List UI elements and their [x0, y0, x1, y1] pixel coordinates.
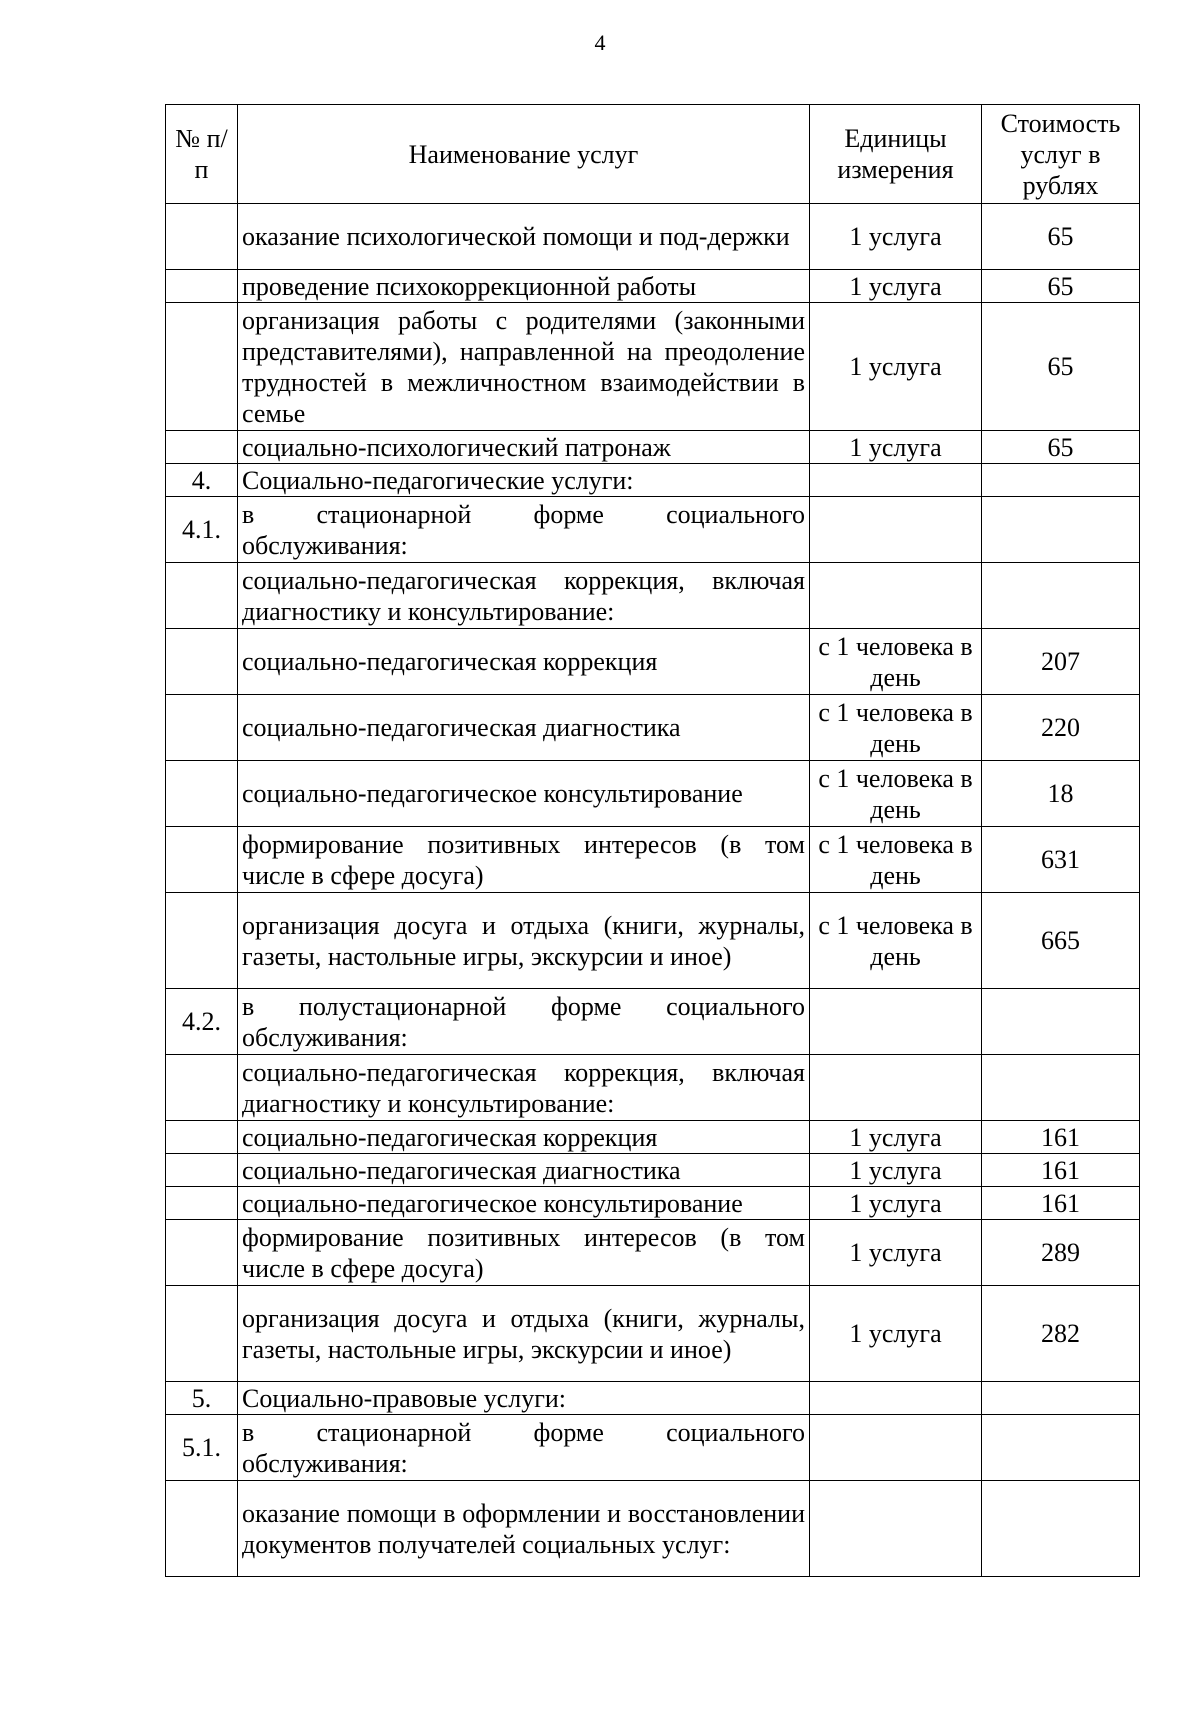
row-num: [166, 827, 238, 893]
row-unit: 1 услуга: [810, 1154, 982, 1187]
row-unit: с 1 человека в день: [810, 629, 982, 695]
table-row: [166, 303, 1140, 431]
row-unit: [810, 1481, 982, 1577]
row-price: [982, 1055, 1140, 1121]
row-name: в стационарной форме социального обслуживания:: [238, 1415, 810, 1481]
row-unit: [810, 464, 982, 497]
row-price: 65: [982, 204, 1140, 270]
row-unit: [810, 497, 982, 563]
row-name: социально-педагогическая коррекция, включая диагностику и консультирование:: [238, 1055, 810, 1121]
row-unit: [810, 989, 982, 1055]
header-name: Наименование услуг: [238, 105, 810, 204]
row-num: [166, 1481, 238, 1577]
table-row: [166, 1055, 1140, 1121]
header-price: Стоимость услуг в рублях: [982, 105, 1140, 204]
row-name: Социально-правовые услуги:: [238, 1382, 810, 1415]
table-row: [166, 893, 1140, 989]
row-price: 220: [982, 695, 1140, 761]
row-num: [166, 431, 238, 464]
row-price: 665: [982, 893, 1140, 989]
row-unit: 1 услуга: [810, 431, 982, 464]
row-price: 65: [982, 303, 1140, 431]
row-price: [982, 989, 1140, 1055]
table-row: [166, 1286, 1140, 1382]
table-row: [166, 431, 1140, 464]
row-name: формирование позитивных интересов (в том числе в сфере досуга): [238, 827, 810, 893]
row-unit: [810, 1382, 982, 1415]
row-num: 4.: [166, 464, 238, 497]
row-unit: 1 услуга: [810, 303, 982, 431]
header-num: № п/п: [166, 105, 238, 204]
row-price: 282: [982, 1286, 1140, 1382]
row-unit: [810, 1415, 982, 1481]
table-row: [166, 1415, 1140, 1481]
row-num: 4.2.: [166, 989, 238, 1055]
table-row: [166, 827, 1140, 893]
row-price: [982, 1382, 1140, 1415]
row-name: формирование позитивных интересов (в том числе в сфере досуга): [238, 1220, 810, 1286]
row-name: организация работы с родителями (законными представителями), направленной на преодоление трудностей в межличностном взаимодействии в семье: [238, 303, 810, 431]
table-body: [166, 204, 1140, 1577]
row-name: проведение психокоррекционной работы: [238, 270, 810, 303]
row-price: 161: [982, 1187, 1140, 1220]
row-name: организация досуга и отдыха (книги, журналы, газеты, настольные игры, экскурсии и иное): [238, 893, 810, 989]
row-price: [982, 497, 1140, 563]
page-number: 4: [594, 30, 606, 55]
row-name: оказание психологической помощи и под-держки: [238, 204, 810, 270]
row-num: [166, 1187, 238, 1220]
row-num: [166, 1055, 238, 1121]
table-header-row: [166, 105, 1140, 204]
table-row: [166, 1382, 1140, 1415]
row-name: организация досуга и отдыха (книги, журналы, газеты, настольные игры, экскурсии и иное): [238, 1286, 810, 1382]
row-num: [166, 270, 238, 303]
row-price: 65: [982, 431, 1140, 464]
row-unit: 1 услуга: [810, 1286, 982, 1382]
row-num: [166, 761, 238, 827]
table-row: [166, 1154, 1140, 1187]
row-name: Социально-педагогические услуги:: [238, 464, 810, 497]
row-price: 161: [982, 1121, 1140, 1154]
row-num: [166, 303, 238, 431]
row-num: [166, 695, 238, 761]
row-name: оказание помощи в оформлении и восстановлении документов получателей социальных услуг:: [238, 1481, 810, 1577]
header-unit: Единицы измерения: [810, 105, 982, 204]
row-num: [166, 1121, 238, 1154]
table-row: [166, 761, 1140, 827]
row-price: 289: [982, 1220, 1140, 1286]
row-unit: 1 услуга: [810, 1220, 982, 1286]
table-row: [166, 563, 1140, 629]
table-row: [166, 1220, 1140, 1286]
row-price: 207: [982, 629, 1140, 695]
row-name: в стационарной форме социального обслуживания:: [238, 497, 810, 563]
row-unit: 1 услуга: [810, 270, 982, 303]
row-num: [166, 1220, 238, 1286]
row-price: [982, 1481, 1140, 1577]
row-name: социально-педагогическая коррекция, включая диагностику и консультирование:: [238, 563, 810, 629]
row-price: [982, 1415, 1140, 1481]
table-row: [166, 270, 1140, 303]
row-num: [166, 629, 238, 695]
services-price-table: [165, 104, 1140, 1577]
table-row: [166, 204, 1140, 270]
table-row: [166, 497, 1140, 563]
row-num: [166, 563, 238, 629]
row-name: социально-психологический патронаж: [238, 431, 810, 464]
row-name: социально-педагогическое консультирование: [238, 1187, 810, 1220]
row-unit: с 1 человека в день: [810, 761, 982, 827]
row-unit: 1 услуга: [810, 204, 982, 270]
row-price: 161: [982, 1154, 1140, 1187]
row-unit: [810, 563, 982, 629]
row-num: [166, 1154, 238, 1187]
row-name: социально-педагогическое консультирование: [238, 761, 810, 827]
row-name: в полустационарной форме социального обслуживания:: [238, 989, 810, 1055]
table-row: [166, 989, 1140, 1055]
row-name: социально-педагогическая коррекция: [238, 1121, 810, 1154]
table-row: [166, 1121, 1140, 1154]
row-num: [166, 1286, 238, 1382]
row-num: [166, 204, 238, 270]
row-name: социально-педагогическая коррекция: [238, 629, 810, 695]
row-unit: 1 услуга: [810, 1121, 982, 1154]
row-price: [982, 464, 1140, 497]
row-unit: [810, 1055, 982, 1121]
row-price: 18: [982, 761, 1140, 827]
row-num: 5.: [166, 1382, 238, 1415]
table-row: [166, 695, 1140, 761]
table-row: [166, 1187, 1140, 1220]
table-row: [166, 629, 1140, 695]
row-price: 65: [982, 270, 1140, 303]
row-num: 5.1.: [166, 1415, 238, 1481]
row-num: 4.1.: [166, 497, 238, 563]
row-unit: 1 услуга: [810, 1187, 982, 1220]
table-row: [166, 1481, 1140, 1577]
row-unit: с 1 человека в день: [810, 695, 982, 761]
row-price: 631: [982, 827, 1140, 893]
table-row: [166, 464, 1140, 497]
row-unit: с 1 человека в день: [810, 827, 982, 893]
row-unit: с 1 человека в день: [810, 893, 982, 989]
row-num: [166, 893, 238, 989]
row-name: социально-педагогическая диагностика: [238, 1154, 810, 1187]
row-name: социально-педагогическая диагностика: [238, 695, 810, 761]
row-price: [982, 563, 1140, 629]
